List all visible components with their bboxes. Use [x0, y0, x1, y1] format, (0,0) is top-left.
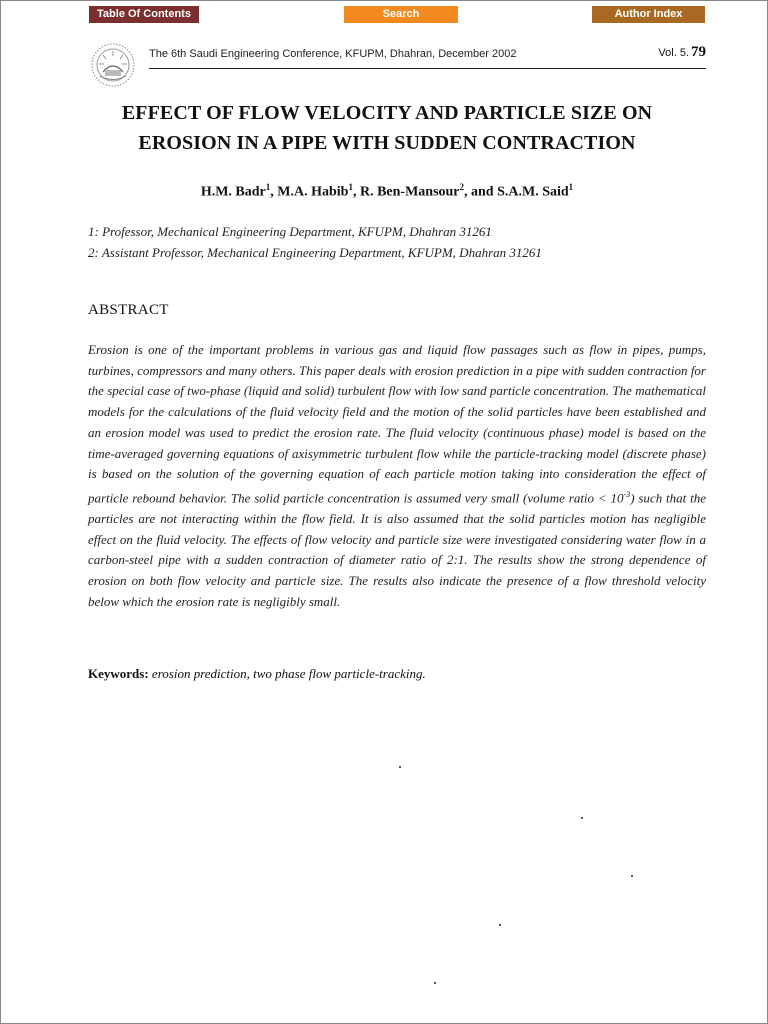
abstract-body — [88, 340, 706, 612]
author-name: M.A. Habib — [277, 184, 349, 200]
abstract-text-part-2: ) such that the particles are not interacting within the flow field. It is also assumed that the solid particles motion has negligible effect on the fluid velocity. The effects of flow velocity and particle size were investigated considering water flow in a carbon-steel pipe with a sudden contraction of diameter ratio of 2:1. The results show the strong dependence of erosion on both flow velocity and particle size. The results also indicate the presence of a flow threshold velocity below which the erosion rate is negligibly small. — [88, 490, 706, 609]
keywords-line — [88, 666, 706, 682]
author-separator: , — [352, 184, 360, 200]
page-header — [86, 42, 706, 88]
conference-line: The 6th Saudi Engineering Conference, KFUPM, Dhahran, December 2002 — [149, 48, 517, 60]
author-affiliation-mark: 2 — [459, 182, 465, 192]
abstract-exponent: -3 — [623, 489, 631, 499]
stray-dot-mark — [581, 817, 583, 819]
stray-dot-mark — [631, 875, 633, 877]
kfupm-seal-logo — [86, 42, 140, 88]
author-separator: , and — [464, 184, 498, 200]
author-name: R. Ben-Mansour — [359, 184, 460, 200]
author-list — [80, 182, 694, 201]
page-number: 79 — [691, 44, 706, 60]
affiliations — [88, 221, 708, 263]
paper-title — [80, 98, 694, 158]
title-line-2: EROSION IN A PIPE WITH SUDDEN CONTRACTION — [138, 132, 636, 154]
affiliation-1: 1: Professor, Mechanical Engineering Department, KFUPM, Dhahran 31261 — [88, 224, 492, 239]
header-rule — [149, 68, 706, 69]
author-affiliation-mark: 1 — [568, 182, 574, 192]
stray-dot-mark — [434, 982, 436, 984]
author-name: S.A.M. Said — [497, 184, 569, 200]
abstract-heading: ABSTRACT — [88, 302, 169, 318]
stray-dot-mark — [499, 924, 501, 926]
author-name: H.M. Badr — [200, 184, 266, 200]
keywords-text: erosion prediction, two phase flow particle-tracking. — [148, 666, 426, 681]
table-of-contents-button[interactable]: Table Of Contents — [89, 6, 199, 23]
volume-label: Vol. 5. — [658, 47, 689, 59]
stray-dot-mark — [399, 766, 401, 768]
keywords-label: Keywords: — [88, 666, 149, 681]
author-affiliation-mark: 1 — [265, 182, 271, 192]
volume-page-label — [658, 44, 706, 61]
search-button[interactable]: Search — [344, 6, 458, 23]
author-affiliation-mark: 1 — [348, 182, 353, 192]
affiliation-2: 2: Assistant Professor, Mechanical Engineering Department, KFUPM, Dhahran 31261 — [88, 245, 542, 260]
abstract-text-part-1: Erosion is one of the important problems in various gas and liquid flow passages such as flow in pipes, pumps, turbines, compressors and many others. This paper deals with erosion prediction in a pipe with sudden contraction for the special case of two-phase (liquid and solid) turbulent flow with low sand particle concentration. The mathematical models for the calculations of the fluid velocity field and the motion of the solid particles have been established and an erosion model was used to predict the erosion rate. The fluid velocity (continuous phase) model is based on the time-averaged governing equations of axisymmetric turbulent flow while the particle-tracking model (discrete phase) is based on the solution of the governing equation of each particle motion taking into consideration the effect of particle rebound behavior. The solid particle concentration is assumed very small (volume ratio < 10 — [88, 342, 706, 506]
author-separator: , — [270, 184, 278, 200]
title-line-1: EFFECT OF FLOW VELOCITY AND PARTICLE SIZE ON — [121, 102, 653, 124]
author-index-button[interactable]: Author Index — [592, 6, 705, 23]
top-navigation — [0, 6, 768, 24]
